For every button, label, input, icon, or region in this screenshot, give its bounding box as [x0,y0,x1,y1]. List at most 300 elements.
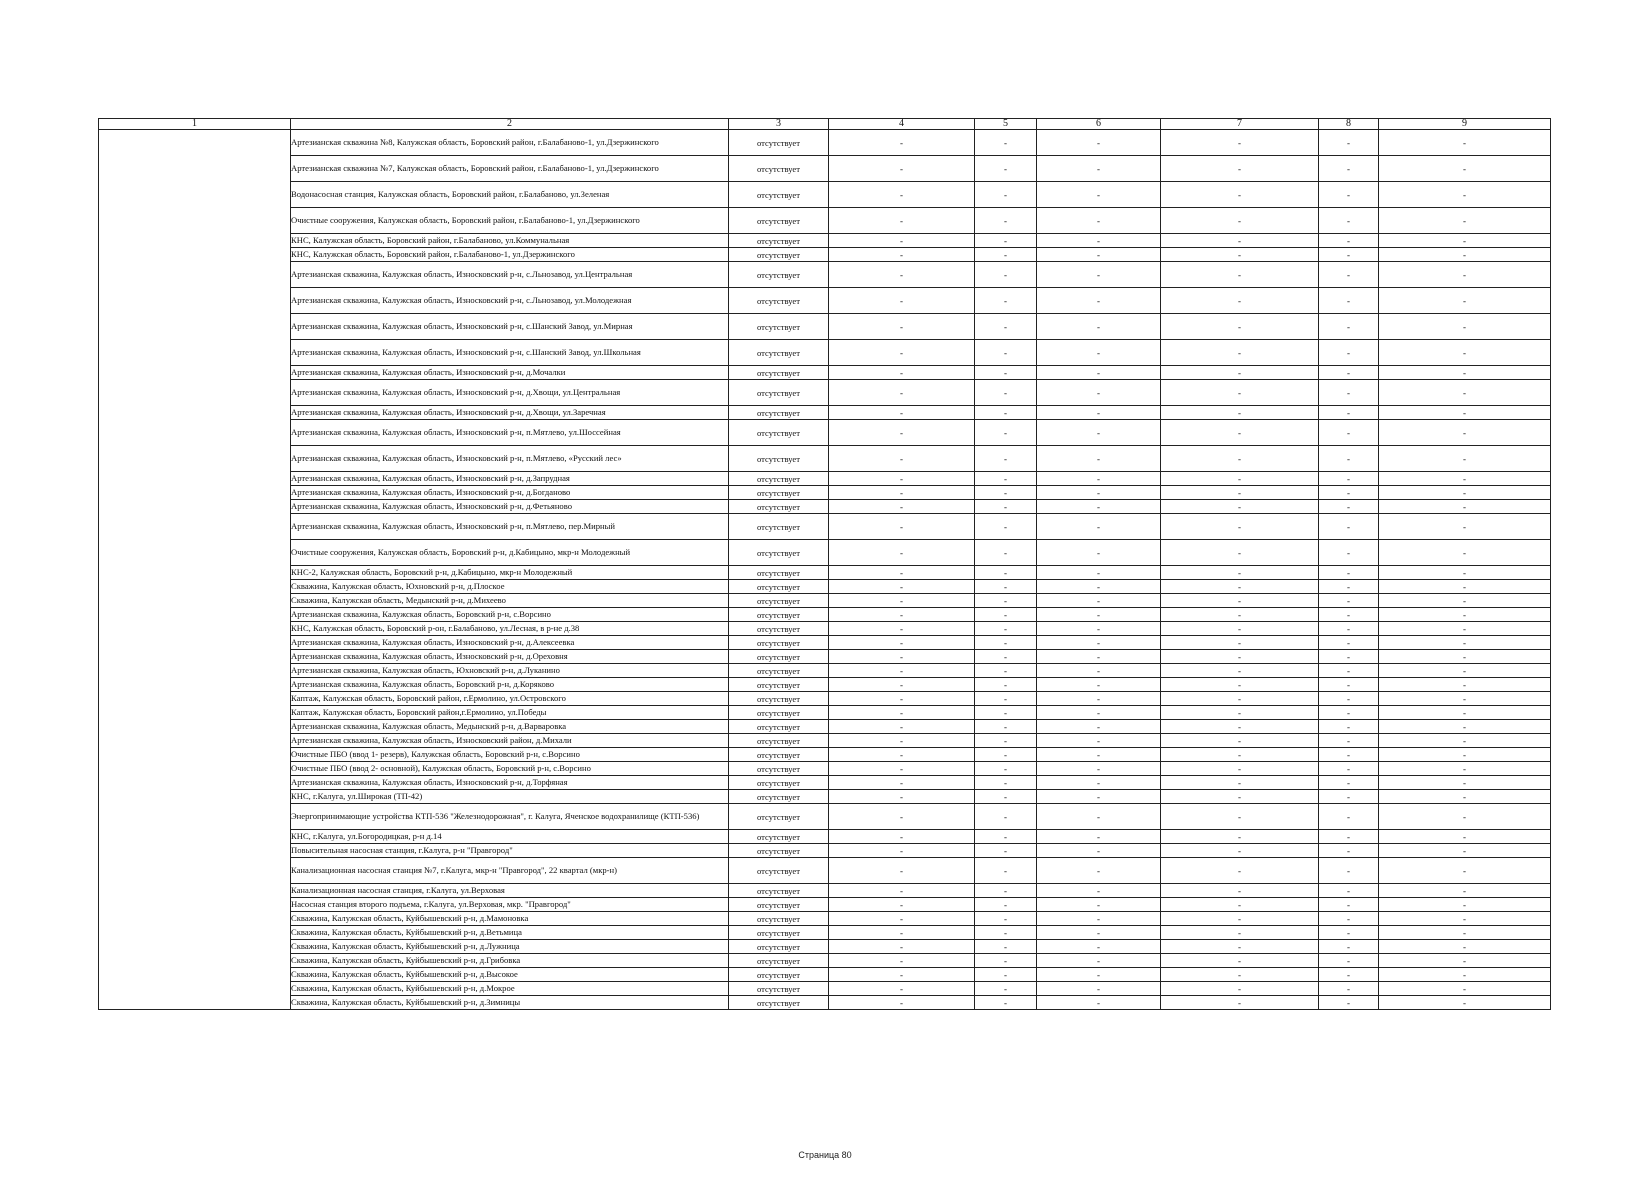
empty-value-cell: - [1037,514,1161,540]
empty-value-cell: - [1319,650,1379,664]
empty-value-cell: - [829,720,975,734]
empty-value-cell: - [1319,406,1379,420]
empty-value-cell: - [1319,762,1379,776]
empty-value-cell: - [1319,734,1379,748]
status-cell: отсутствует [729,968,829,982]
empty-value-cell: - [1379,566,1551,580]
empty-value-cell: - [1161,540,1319,566]
status-cell: отсутствует [729,748,829,762]
empty-value-cell: - [1161,608,1319,622]
empty-value-cell: - [1161,982,1319,996]
empty-value-cell: - [1161,954,1319,968]
table-header [99,119,1551,130]
empty-value-cell: - [829,912,975,926]
object-name-cell: Очистные сооружения, Калужская область, Боровский р-н, д.Кабицыно, мкр-н Молодежный [291,540,729,566]
empty-value-cell: - [1161,566,1319,580]
table-row [99,340,1551,366]
status-cell: отсутствует [729,156,829,182]
empty-value-cell: - [829,954,975,968]
empty-value-cell: - [1161,762,1319,776]
object-name-cell: Скважина, Калужская область, Куйбышевский р-н, д.Мокрое [291,982,729,996]
empty-value-cell: - [1379,622,1551,636]
status-cell: отсутствует [729,954,829,968]
status-cell: отсутствует [729,580,829,594]
column-header: 7 [1161,119,1319,130]
empty-value-cell: - [1319,622,1379,636]
empty-value-cell: - [975,594,1037,608]
empty-value-cell: - [1037,130,1161,156]
empty-value-cell: - [1319,446,1379,472]
empty-value-cell: - [975,692,1037,706]
column-header: 8 [1319,119,1379,130]
object-name-cell: Артезианская скважина, Калужская область, Износковский район, д.Михали [291,734,729,748]
empty-value-cell: - [829,762,975,776]
empty-value-cell: - [829,406,975,420]
table-row [99,762,1551,776]
empty-value-cell: - [1319,954,1379,968]
empty-value-cell: - [1319,678,1379,692]
empty-value-cell: - [1161,926,1319,940]
status-cell: отсутствует [729,514,829,540]
empty-value-cell: - [1161,500,1319,514]
object-name-cell: Артезианская скважина, Калужская область, Износковский р-н, д.Ореховня [291,650,729,664]
empty-value-cell: - [1319,830,1379,844]
empty-value-cell: - [1319,844,1379,858]
empty-value-cell: - [829,608,975,622]
empty-value-cell: - [1379,968,1551,982]
object-name-cell: Артезианская скважина, Калужская область, Износковский р-н, с.Шанский Завод, ул.Школьная [291,340,729,366]
empty-value-cell: - [1319,130,1379,156]
empty-value-cell: - [1037,380,1161,406]
empty-value-cell: - [975,678,1037,692]
empty-value-cell: - [1319,636,1379,650]
table-row [99,622,1551,636]
table-row [99,608,1551,622]
table-row [99,156,1551,182]
status-cell: отсутствует [729,804,829,830]
empty-value-cell: - [1161,996,1319,1010]
empty-value-cell: - [1319,366,1379,380]
empty-value-cell: - [829,776,975,790]
table-row [99,996,1551,1010]
empty-value-cell: - [1037,262,1161,288]
empty-value-cell: - [829,830,975,844]
empty-value-cell: - [1379,734,1551,748]
object-name-cell: Скважина, Калужская область, Юхновский р-н, д.Плоское [291,580,729,594]
object-name-cell: Скважина, Калужская область, Медынский р-н, д.Михеево [291,594,729,608]
empty-value-cell: - [1161,156,1319,182]
empty-value-cell: - [1161,804,1319,830]
register-table [98,118,1551,1010]
empty-value-cell: - [1379,940,1551,954]
object-name-cell: Артезианская скважина №7, Калужская область, Боровский район, г.Балабаново-1, ул.Дзержинского [291,156,729,182]
status-cell: отсутствует [729,734,829,748]
empty-value-cell: - [1161,594,1319,608]
empty-value-cell: - [1161,664,1319,678]
empty-value-cell: - [829,844,975,858]
empty-value-cell: - [829,594,975,608]
empty-value-cell: - [1037,790,1161,804]
empty-value-cell: - [1319,996,1379,1010]
empty-value-cell: - [1037,762,1161,776]
empty-value-cell: - [975,830,1037,844]
object-name-cell: Артезианская скважина, Калужская область, Износковский р-н, д.Запрудная [291,472,729,486]
document-page [98,118,1550,1010]
empty-value-cell: - [1161,406,1319,420]
empty-value-cell: - [1379,130,1551,156]
empty-value-cell: - [975,804,1037,830]
empty-value-cell: - [829,996,975,1010]
empty-value-cell: - [975,288,1037,314]
object-name-cell: Скважина, Калужская область, Куйбышевский р-н, д.Зимницы [291,996,729,1010]
empty-value-cell: - [1379,996,1551,1010]
table-row [99,830,1551,844]
object-name-cell: Скважина, Калужская область, Куйбышевский р-н, д.Мамоновка [291,912,729,926]
empty-value-cell: - [1379,748,1551,762]
empty-value-cell: - [1379,234,1551,248]
empty-value-cell: - [1161,790,1319,804]
empty-value-cell: - [975,996,1037,1010]
status-cell: отсутствует [729,678,829,692]
status-cell: отсутствует [729,406,829,420]
empty-value-cell: - [1161,940,1319,954]
empty-value-cell: - [829,858,975,884]
object-name-cell: Очистные ПБО (ввод 2- основной), Калужская область, Боровский р-н, с.Ворсино [291,762,729,776]
object-name-cell: Канализационная насосная станция, г.Калуга, ул.Верховая [291,884,729,898]
empty-value-cell: - [1319,776,1379,790]
status-cell: отсутствует [729,130,829,156]
table-row [99,420,1551,446]
empty-value-cell: - [1379,340,1551,366]
object-name-cell: Энергопринимающие устройства КТП-536 "Железнодорожная", г. Калуга, Яченское водохранилище (КТП-536) [291,804,729,830]
table-row [99,790,1551,804]
empty-value-cell: - [829,486,975,500]
object-name-cell: Артезианская скважина, Калужская область, Износковский р-н, д.Торфяная [291,776,729,790]
empty-value-cell: - [1161,380,1319,406]
table-row [99,262,1551,288]
empty-value-cell: - [975,156,1037,182]
status-cell: отсутствует [729,472,829,486]
object-name-cell: КНС-2, Калужская область, Боровский р-н, д.Кабицыно, мкр-н Молодежный [291,566,729,580]
empty-value-cell: - [1379,844,1551,858]
empty-value-cell: - [1037,622,1161,636]
object-name-cell: Артезианская скважина, Калужская область, Износковский р-н, д.Алексеевка [291,636,729,650]
empty-value-cell: - [1037,406,1161,420]
empty-value-cell: - [1037,340,1161,366]
empty-value-cell: - [1037,776,1161,790]
empty-value-cell: - [1161,858,1319,884]
status-cell: отсутствует [729,608,829,622]
table-row [99,208,1551,234]
status-cell: отсутствует [729,996,829,1010]
empty-value-cell: - [829,248,975,262]
status-cell: отсутствует [729,314,829,340]
table-row [99,748,1551,762]
object-name-cell: Канализационная насосная станция №7, г.Калуга, мкр-н "Правгород", 22 квартал (мкр-н) [291,858,729,884]
table-row [99,706,1551,720]
object-name-cell: Артезианская скважина №8, Калужская область, Боровский район, г.Балабаново-1, ул.Дзержинского [291,130,729,156]
empty-value-cell: - [829,540,975,566]
empty-value-cell: - [1379,500,1551,514]
empty-value-cell: - [1379,262,1551,288]
table-row [99,472,1551,486]
empty-value-cell: - [1037,734,1161,748]
empty-value-cell: - [1161,420,1319,446]
empty-value-cell: - [1037,664,1161,678]
empty-value-cell: - [1037,540,1161,566]
empty-value-cell: - [975,514,1037,540]
empty-value-cell: - [1161,692,1319,706]
object-name-cell: Артезианская скважина, Калужская область, Износковский р-н, с.Льнозавод, ул.Молодежная [291,288,729,314]
object-name-cell: Артезианская скважина, Калужская область, Износковский р-н, д.Хвощи, ул.Центральная [291,380,729,406]
empty-value-cell: - [829,182,975,208]
status-cell: отсутствует [729,982,829,996]
empty-value-cell: - [1319,156,1379,182]
empty-value-cell: - [1319,566,1379,580]
empty-value-cell: - [1161,182,1319,208]
table-row [99,968,1551,982]
empty-value-cell: - [1319,804,1379,830]
status-cell: отсутствует [729,262,829,288]
empty-value-cell: - [829,982,975,996]
empty-value-cell: - [1379,366,1551,380]
object-name-cell: Артезианская скважина, Калужская область, Боровский р-н, с.Ворсино [291,608,729,622]
empty-value-cell: - [1379,608,1551,622]
table-row [99,566,1551,580]
object-name-cell: Артезианская скважина, Калужская область, Юхновский р-н, д.Луканино [291,664,729,678]
empty-value-cell: - [1319,608,1379,622]
table-row [99,776,1551,790]
empty-value-cell: - [1037,288,1161,314]
status-cell: отсутствует [729,720,829,734]
empty-value-cell: - [1319,748,1379,762]
empty-value-cell: - [1319,982,1379,996]
empty-value-cell: - [975,340,1037,366]
empty-value-cell: - [1161,622,1319,636]
empty-value-cell: - [1037,234,1161,248]
empty-value-cell: - [1161,262,1319,288]
empty-value-cell: - [975,500,1037,514]
empty-value-cell: - [1161,734,1319,748]
empty-value-cell: - [1379,954,1551,968]
empty-value-cell: - [1037,982,1161,996]
empty-value-cell: - [1161,486,1319,500]
status-cell: отсутствует [729,248,829,262]
empty-value-cell: - [1037,748,1161,762]
table-row [99,130,1551,156]
empty-value-cell: - [1037,486,1161,500]
table-row [99,248,1551,262]
object-name-cell: Скважина, Калужская область, Куйбышевский р-н, д.Грибовка [291,954,729,968]
empty-value-cell: - [975,748,1037,762]
empty-value-cell: - [1037,706,1161,720]
empty-value-cell: - [1037,208,1161,234]
table-row [99,650,1551,664]
empty-value-cell: - [829,314,975,340]
table-row [99,804,1551,830]
empty-value-cell: - [1379,926,1551,940]
empty-value-cell: - [975,406,1037,420]
empty-value-cell: - [829,420,975,446]
empty-value-cell: - [829,472,975,486]
status-cell: отсутствует [729,940,829,954]
empty-value-cell: - [1037,156,1161,182]
empty-value-cell: - [829,706,975,720]
empty-value-cell: - [975,446,1037,472]
object-name-cell: Насосная станция второго подъема, г.Калуга, ул.Верховая, мкр. "Правгород" [291,898,729,912]
object-name-cell: КНС, Калужская область, Боровский р-он, г.Балабаново, ул.Лесная, в р-не д.38 [291,622,729,636]
status-cell: отсутствует [729,912,829,926]
table-row [99,734,1551,748]
empty-value-cell: - [1319,940,1379,954]
empty-value-cell: - [1037,996,1161,1010]
empty-value-cell: - [1161,748,1319,762]
empty-value-cell: - [829,898,975,912]
empty-value-cell: - [1319,248,1379,262]
empty-value-cell: - [1379,540,1551,566]
table-row [99,940,1551,954]
empty-value-cell: - [1379,248,1551,262]
empty-value-cell: - [1319,420,1379,446]
empty-value-cell: - [1161,580,1319,594]
empty-value-cell: - [975,540,1037,566]
table-row [99,406,1551,420]
object-name-cell: Артезианская скважина, Калужская область, Износковский р-н, п.Мятлево, пер.Мирный [291,514,729,540]
object-name-cell: Артезианская скважина, Калужская область, Износковский р-н, д.Мочалки [291,366,729,380]
column-header: 1 [99,119,291,130]
status-cell: отсутствует [729,234,829,248]
empty-value-cell: - [829,804,975,830]
empty-value-cell: - [829,926,975,940]
status-cell: отсутствует [729,208,829,234]
empty-value-cell: - [1379,420,1551,446]
status-cell: отсутствует [729,288,829,314]
empty-value-cell: - [829,580,975,594]
object-name-cell: Очистные сооружения, Калужская область, Боровский район, г.Балабаново-1, ул.Дзержинского [291,208,729,234]
object-name-cell: Каптаж, Калужская область, Боровский район, г.Ермолино, ул.Островского [291,692,729,706]
empty-value-cell: - [975,636,1037,650]
empty-value-cell: - [975,650,1037,664]
status-cell: отсутствует [729,926,829,940]
empty-value-cell: - [1037,844,1161,858]
status-cell: отсутствует [729,790,829,804]
empty-value-cell: - [829,664,975,678]
group-cell [99,130,291,1010]
status-cell: отсутствует [729,844,829,858]
empty-value-cell: - [829,446,975,472]
empty-value-cell: - [829,130,975,156]
empty-value-cell: - [829,884,975,898]
status-cell: отсутствует [729,380,829,406]
empty-value-cell: - [1319,540,1379,566]
table-row [99,898,1551,912]
table-row [99,380,1551,406]
object-name-cell: КНС, г.Калуга, ул.Широкая (ТП-42) [291,790,729,804]
empty-value-cell: - [1379,664,1551,678]
empty-value-cell: - [1319,790,1379,804]
table-row [99,884,1551,898]
empty-value-cell: - [1379,314,1551,340]
empty-value-cell: - [1037,830,1161,844]
empty-value-cell: - [829,748,975,762]
empty-value-cell: - [1161,678,1319,692]
empty-value-cell: - [1319,182,1379,208]
empty-value-cell: - [1379,472,1551,486]
empty-value-cell: - [1161,248,1319,262]
empty-value-cell: - [1319,884,1379,898]
status-cell: отсутствует [729,420,829,446]
table-row [99,234,1551,248]
empty-value-cell: - [1161,314,1319,340]
table-row [99,912,1551,926]
empty-value-cell: - [829,234,975,248]
empty-value-cell: - [975,420,1037,446]
column-header: 2 [291,119,729,130]
empty-value-cell: - [829,340,975,366]
empty-value-cell: - [1319,720,1379,734]
table-row [99,664,1551,678]
status-cell: отсутствует [729,776,829,790]
empty-value-cell: - [975,720,1037,734]
empty-value-cell: - [1379,650,1551,664]
empty-value-cell: - [1037,858,1161,884]
empty-value-cell: - [1037,926,1161,940]
empty-value-cell: - [1037,720,1161,734]
empty-value-cell: - [975,898,1037,912]
empty-value-cell: - [975,926,1037,940]
empty-value-cell: - [829,566,975,580]
empty-value-cell: - [1379,706,1551,720]
empty-value-cell: - [1319,706,1379,720]
table-row [99,954,1551,968]
status-cell: отсутствует [729,858,829,884]
status-cell: отсутствует [729,650,829,664]
empty-value-cell: - [1037,678,1161,692]
empty-value-cell: - [1319,858,1379,884]
empty-value-cell: - [829,380,975,406]
empty-value-cell: - [975,262,1037,288]
status-cell: отсутствует [729,622,829,636]
empty-value-cell: - [1319,926,1379,940]
status-cell: отсутствует [729,566,829,580]
empty-value-cell: - [1379,762,1551,776]
empty-value-cell: - [975,940,1037,954]
empty-value-cell: - [1161,968,1319,982]
empty-value-cell: - [1379,884,1551,898]
empty-value-cell: - [829,262,975,288]
empty-value-cell: - [1037,580,1161,594]
table-row [99,314,1551,340]
empty-value-cell: - [1379,288,1551,314]
table-row [99,926,1551,940]
status-cell: отсутствует [729,636,829,650]
empty-value-cell: - [829,650,975,664]
empty-value-cell: - [1379,858,1551,884]
empty-value-cell: - [1379,380,1551,406]
empty-value-cell: - [1161,844,1319,858]
object-name-cell: Артезианская скважина, Калужская область, Износковский р-н, д.Богданово [291,486,729,500]
empty-value-cell: - [1037,968,1161,982]
empty-value-cell: - [1379,594,1551,608]
empty-value-cell: - [1037,636,1161,650]
empty-value-cell: - [1037,566,1161,580]
empty-value-cell: - [1379,830,1551,844]
table-row [99,514,1551,540]
column-header: 3 [729,119,829,130]
object-name-cell: Скважина, Калужская область, Куйбышевский р-н, д.Высокое [291,968,729,982]
empty-value-cell: - [829,692,975,706]
empty-value-cell: - [1037,446,1161,472]
